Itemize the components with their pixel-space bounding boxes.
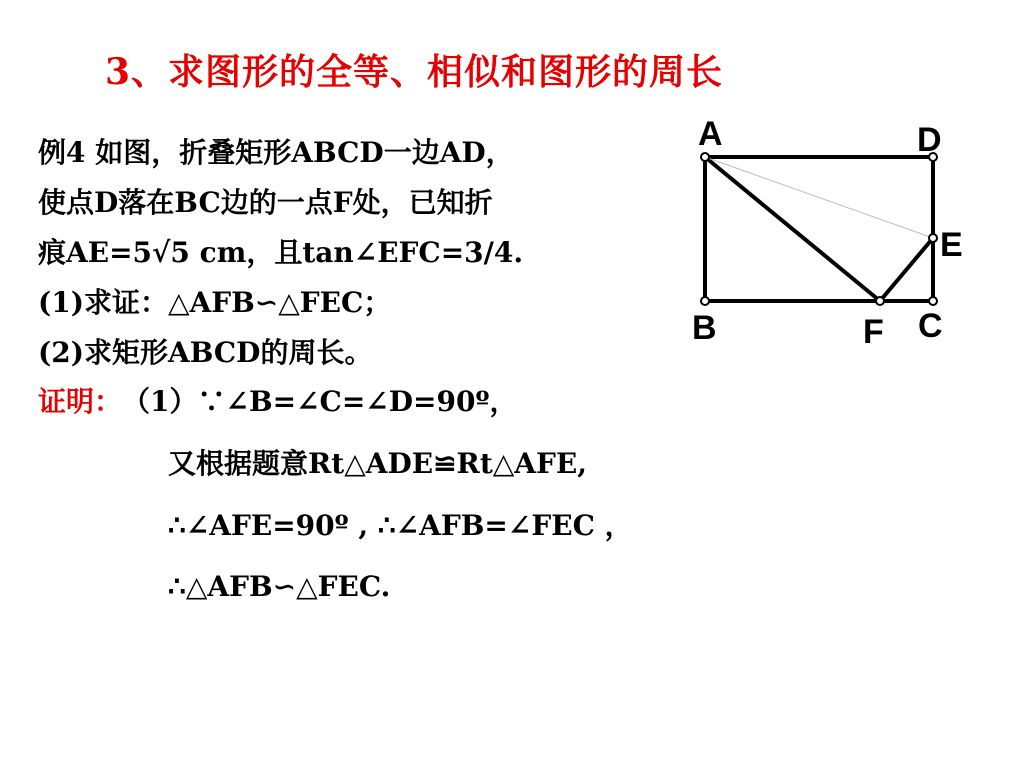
problem-line-1: 例4 如图，折叠矩形ABCD一边AD， [38,136,514,169]
problem-line-5: (2)求矩形ABCD的周长。 [38,336,373,369]
point-A [701,153,709,161]
segment-AF [705,157,880,301]
point-E [929,234,937,242]
problem-line-2: 使点D落在BC边的一点F处，已知折 [38,186,493,219]
proof-line-2: 又根据题意Rt△ADE≌Rt△AFE, [168,447,587,480]
label-F: F [863,313,884,351]
point-B [701,297,709,305]
problem-line-3: 痕AE=5√5 cm，且tan∠EFC=3/4. [38,236,524,269]
point-F [876,297,884,305]
geometry-figure [680,105,980,355]
problem-line-4: (1)求证：△AFB∽△FEC； [38,286,392,319]
segment-FE [880,238,933,301]
label-A: A [698,115,723,153]
proof-line-1: （1）∵∠B=∠C=∠D=90º， [136,385,518,418]
crease-AE [705,157,933,238]
problem-statement [38,128,678,378]
proof-line-3: ∴∠AFE=90º , ∴∠AFB=∠FEC ， [168,509,633,542]
point-C [929,297,937,305]
proof-line-4: ∴△AFB∽△FEC. [168,570,391,603]
label-D: D [917,121,942,159]
label-E: E [940,226,963,264]
proof-label: 证明： [38,385,123,418]
slide-title: 3、求图形的全等、相似和图形的周长 [105,51,724,93]
label-B: B [692,309,717,347]
label-C: C [918,307,943,345]
